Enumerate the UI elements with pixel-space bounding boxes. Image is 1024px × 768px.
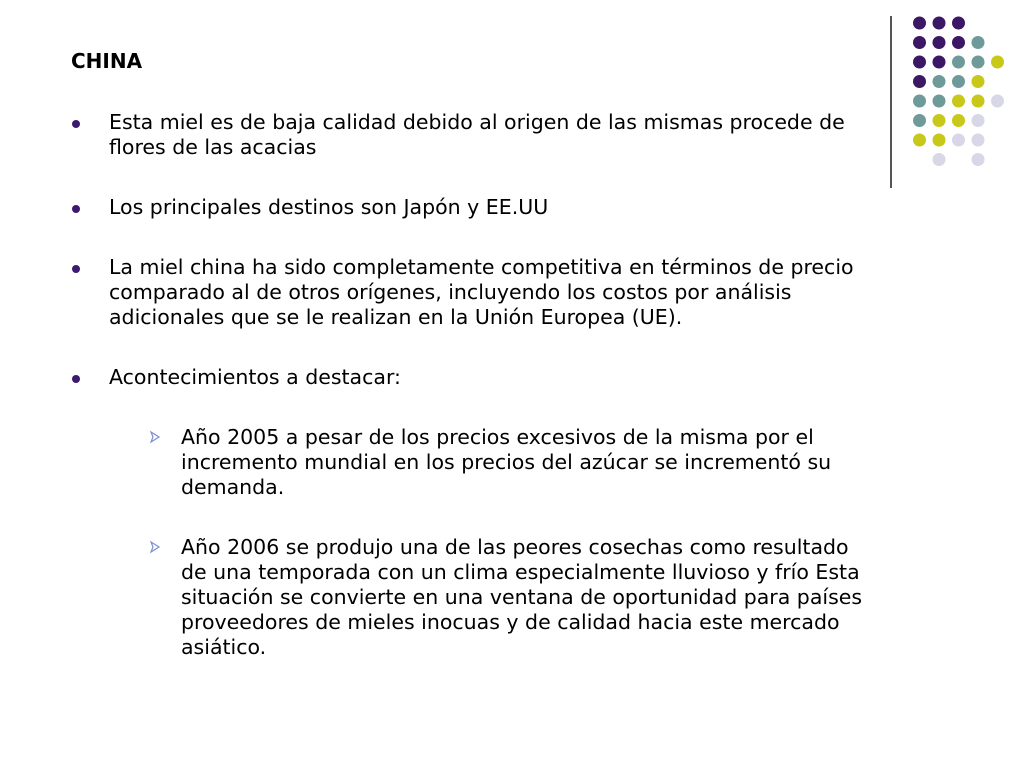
dot-purple bbox=[952, 36, 965, 49]
dot-teal bbox=[933, 95, 946, 108]
slide-title: CHINA bbox=[71, 49, 143, 73]
dot-purple bbox=[933, 36, 946, 49]
bullet-dot-icon bbox=[72, 265, 80, 273]
dot-lavender bbox=[972, 134, 985, 147]
dot-yellow bbox=[913, 134, 926, 147]
dot-teal bbox=[913, 114, 926, 127]
dot-teal bbox=[972, 56, 985, 69]
bullet-dot-icon bbox=[72, 205, 80, 213]
dot-lavender bbox=[991, 95, 1004, 108]
dot-teal bbox=[952, 75, 965, 88]
dot-lavender bbox=[972, 153, 985, 166]
dot-yellow bbox=[952, 114, 965, 127]
dot-lavender bbox=[972, 114, 985, 127]
arrow-right-icon bbox=[149, 541, 161, 553]
dot-yellow bbox=[952, 95, 965, 108]
bullet-text: La miel china ha sido completamente competitiva en términos de precio comparado al de otros orígenes, incluyendo los costos por análisis adicionales que se le realizan en la Unión Europea (UE). bbox=[109, 255, 854, 329]
dot-lavender bbox=[952, 134, 965, 147]
sub-bullet-text: Año 2005 a pesar de los precios excesivos de la misma por el incremento mundial en los precios del azúcar se incrementó su demanda. bbox=[181, 425, 832, 499]
dot-teal bbox=[913, 95, 926, 108]
bullet-item bbox=[71, 255, 871, 330]
dot-purple bbox=[913, 56, 926, 69]
bullet-text: Acontecimientos a destacar: bbox=[109, 365, 401, 389]
dot-purple bbox=[933, 56, 946, 69]
dot-lavender bbox=[933, 153, 946, 166]
sub-bullet-text: Año 2006 se produjo una de las peores cosechas como resultado de una temporada con un clima especialmente lluvioso y frío Esta situación se convierte en una ventana de oportunidad para países proveedores de mieles inocuas y de calidad hacia este mercado asiático. bbox=[181, 535, 863, 659]
dot-purple bbox=[952, 17, 965, 30]
arrow-right-icon bbox=[149, 431, 161, 443]
bullet-text: Los principales destinos son Japón y EE.UU bbox=[109, 195, 549, 219]
dot-yellow bbox=[972, 95, 985, 108]
dot-purple bbox=[913, 75, 926, 88]
dot-yellow bbox=[991, 56, 1004, 69]
dot-teal bbox=[952, 56, 965, 69]
dot-yellow bbox=[972, 75, 985, 88]
sub-bullet-item bbox=[71, 535, 871, 660]
dot-yellow bbox=[933, 134, 946, 147]
sub-bullet-item bbox=[71, 425, 871, 500]
dot-yellow bbox=[933, 114, 946, 127]
bullet-item bbox=[71, 365, 871, 390]
bullet-dot-icon bbox=[72, 375, 80, 383]
dot-purple bbox=[933, 17, 946, 30]
dot-teal bbox=[972, 36, 985, 49]
dot-purple bbox=[913, 17, 926, 30]
bullet-text: Esta miel es de baja calidad debido al origen de las mismas procede de flores de las acacias bbox=[109, 110, 845, 159]
decorative-dot-grid bbox=[0, 0, 1024, 200]
dot-purple bbox=[913, 36, 926, 49]
dot-teal bbox=[933, 75, 946, 88]
